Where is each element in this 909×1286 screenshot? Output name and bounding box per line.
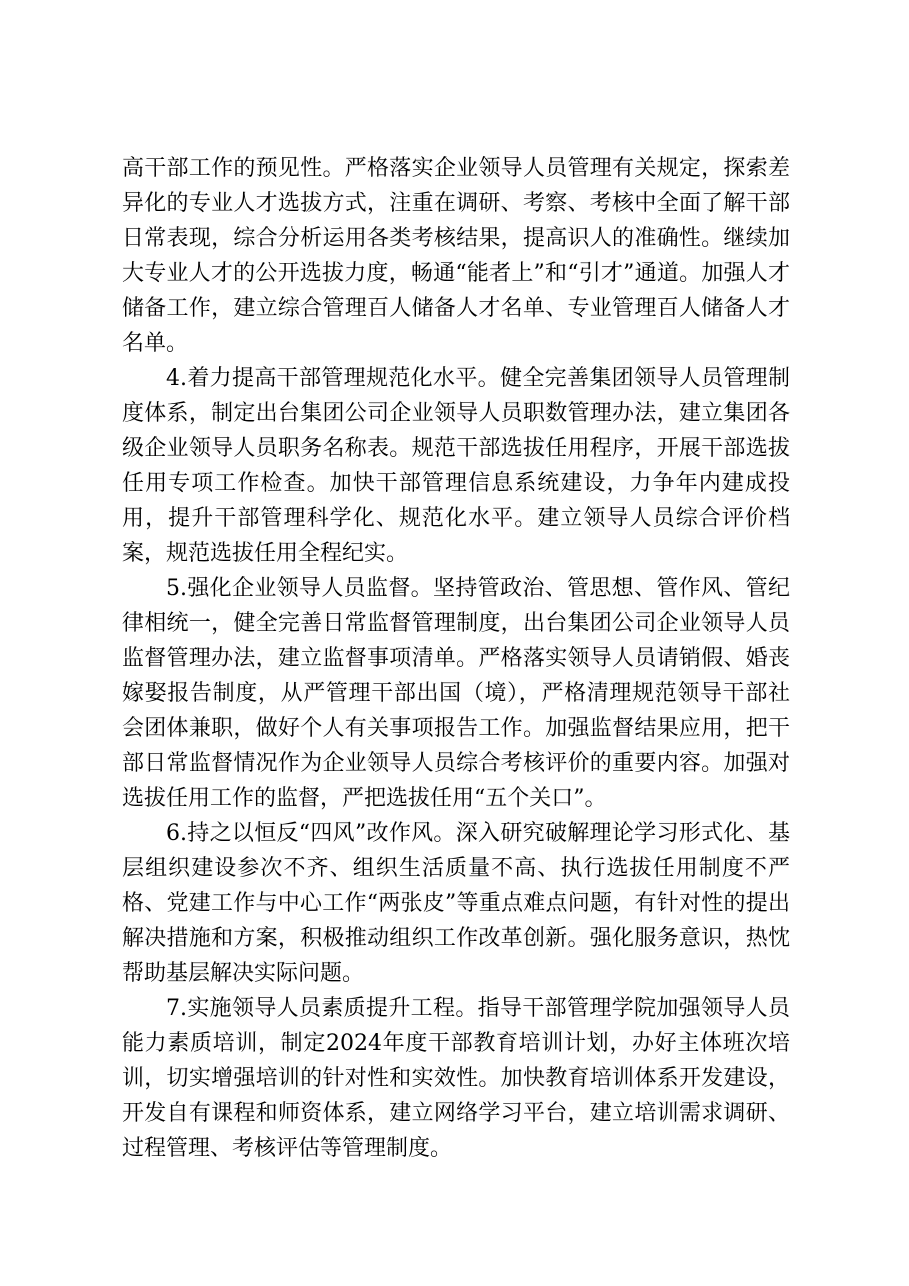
document-body xyxy=(122,151,790,1166)
paragraph-item-6: 6.持之以恒反“四风”改作风。深入研究破解理论学习形式化、基层组织建设参次不齐、组织生活质量不高、执行选拔任用制度不严格、党建工作与中心工作“两张皮”等重点难点问题，有针对性的提出解决措施和方案，积极推动组织工作改革创新。强化服务意识，热忱帮助基层解决实际问题。 xyxy=(122,821,790,986)
paragraph-item-7: 7.实施领导人员素质提升工程。指导干部管理学院加强领导人员能力素质培训，制定2024年度干部教育培训计划，办好主体班次培训，切实增强培训的针对性和实效性。加快教育培训体系开发建设，开发自有课程和师资体系，建立网络学习平台，建立培训需求调研、过程管理、考核评估等管理制度。 xyxy=(122,996,790,1161)
paragraph-continuation: 高干部工作的预见性。严格落实企业领导人员管理有关规定，探索差异化的专业人才选拔方式，注重在调研、考察、考核中全面了解干部日常表现，综合分析运用各类考核结果，提高识人的准确性。继续加大专业人才的公开选拔力度，畅通“能者上”和“引才”通道。加强人才储备工作，建立综合管理百人储备人才名单、专业管理百人储备人才名单。 xyxy=(122,156,790,356)
paragraph-item-4: 4.着力提高干部管理规范化水平。健全完善集团领导人员管理制度体系，制定出台集团公司企业领导人员职数管理办法，建立集团各级企业领导人员职务名称表。规范干部选拔任用程序，开展干部选拔任用专项工作检查。加快干部管理信息系统建设，力争年内建成投用，提升干部管理科学化、规范化水平。建立领导人员综合评价档案，规范选拔任用全程纪实。 xyxy=(122,366,790,566)
paragraph-item-5: 5.强化企业领导人员监督。坚持管政治、管思想、管作风、管纪律相统一，健全完善日常监督管理制度，出台集团公司企业领导人员监督管理办法，建立监督事项清单。严格落实领导人员请销假、婚丧嫁娶报告制度，从严管理干部出国（境），严格清理规范领导干部社会团体兼职，做好个人有关事项报告工作。加强监督结果应用，把干部日常监督情况作为企业领导人员综合考核评价的重要内容。加强对选拔任用工作的监督，严把选拔任用“五个关口”。 xyxy=(122,576,790,811)
